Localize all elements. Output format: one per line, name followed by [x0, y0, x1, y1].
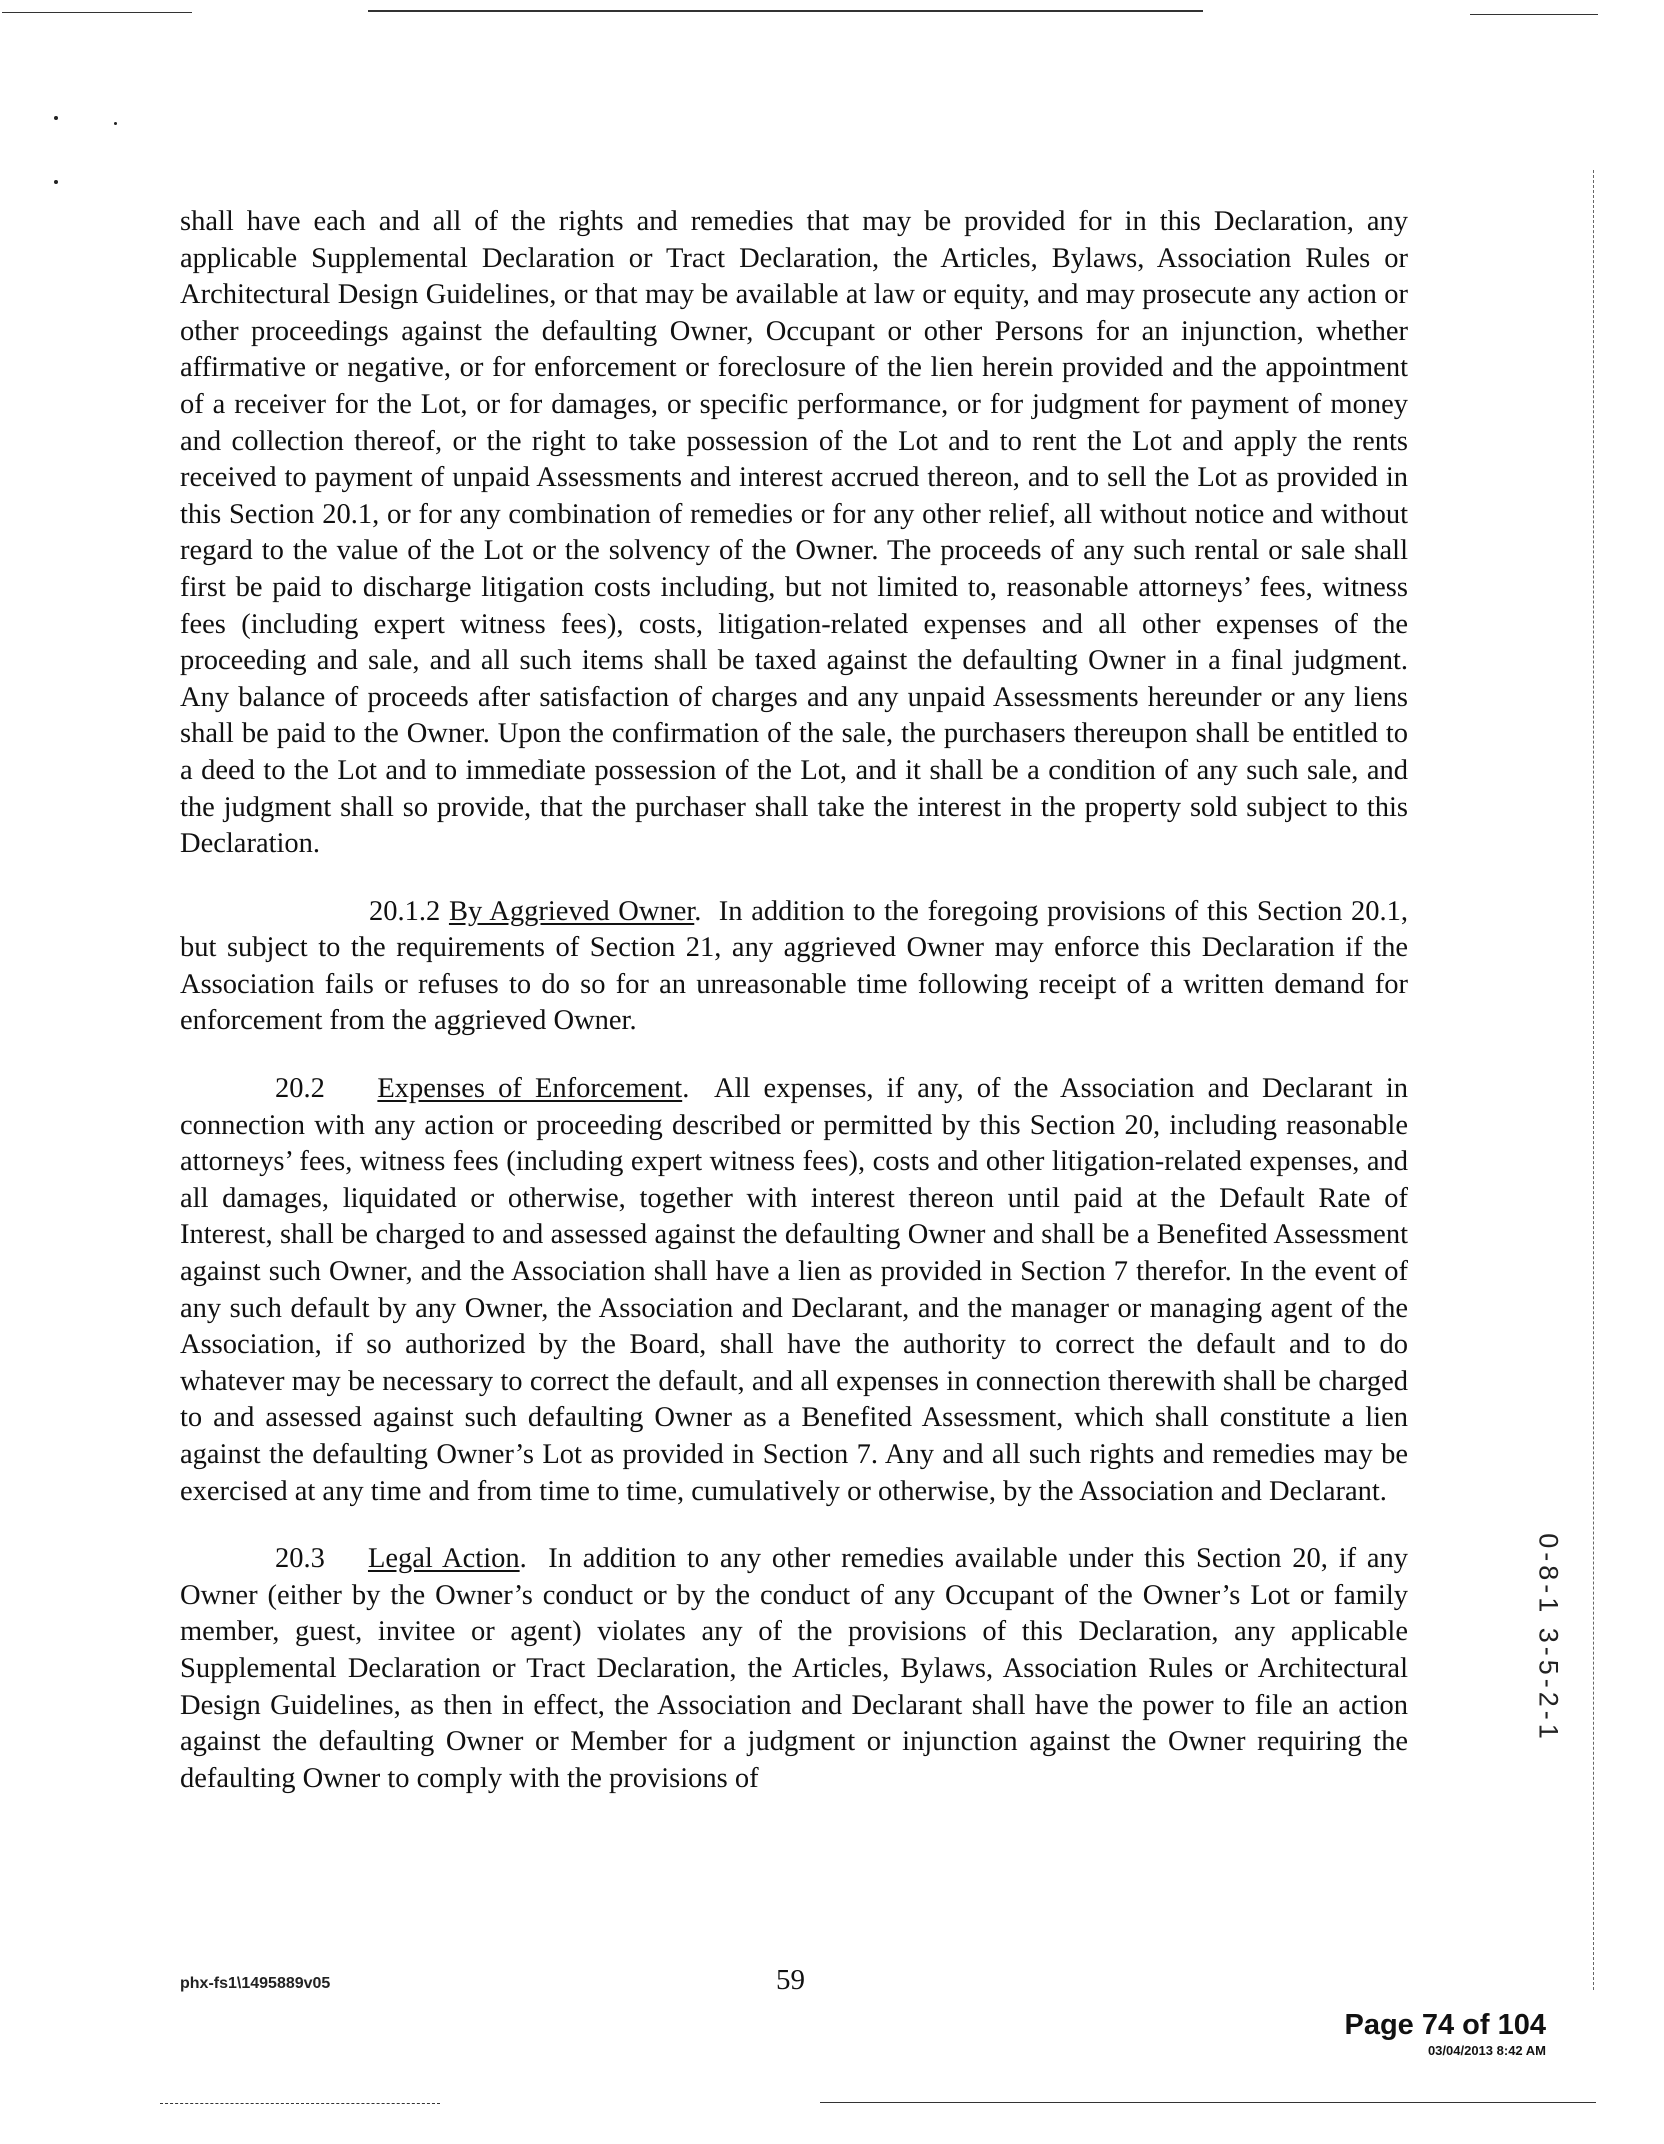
paragraph-text: All expenses, if any, of the Association and Declarant in connection with any action or proceeding described or permitted by this Section 20, including reasonable attorneys’ fees, witness fees (including expert witness fees), costs and other litigation-related expenses, and all damages, liquidated or otherwise, together with interest thereon until paid at the Default Rate of Interest, shall be charged to and assessed against the defaulting Owner and shall be a Benefited Assessment against such Owner, and the Association shall have a lien as provided in Section 7 therefor. In the event of any such default by any Owner, the Association and Declarant, and the manager or managing agent of the Association, if so authorized by the Board, shall have the authority to correct the default and to do whatever may be necessary to correct the default, and all expenses in connection therewith shall be charged to and assessed against such defaulting Owner as a Benefited Assessment, which shall constitute a lien against the defaulting Owner’s Lot as provided in Section 7. Any and all such rights and remedies may be exercised at any time and from time to time, cumulatively or otherwise, by the Association and Declarant. — [180, 1073, 1409, 1507]
margin-stamp-text: 0-8-1 3-5-2-1 — [1533, 1533, 1564, 1743]
footer-document-id: phx-fs1\1495889v05 — [180, 1975, 331, 1992]
scan-speck — [54, 116, 58, 120]
paragraph-20-3: 20.3 Legal Action. In addition to any other remedies available under this Section 20, if any Owner (either by the Owner’s conduct or by the conduct of any Occupant of the Owner’s Lot or family member, guest, invitee or agent) violates any of the provisions of this Declaration, any applicable Supplemental Declaration or Tract Declaration, the Articles, Bylaws, Association Rules or Architectural Design Guidelines, as then in effect, the Association and Declarant shall have the power to file an action against the defaulting Owner or Member for a judgment or injunction against the Owner requiring the defaulting Owner to comply with the provisions of — [180, 1543, 1409, 1794]
recording-timestamp: 03/04/2013 8:42 AM — [1427, 2043, 1546, 2058]
section-heading: Expenses of Enforcement — [377, 1073, 683, 1105]
document-body — [180, 204, 1408, 1828]
paragraph-text: shall have each and all of the rights and remedies that may be provided for in this Declaration, any applicable Supplemental Declaration or Tract Declaration, the Articles, Bylaws, Association Rules or Architectural Design Guidelines, or that may be available at law or equity, and may prosecute any action or other proceedings against the defaulting Owner, Occupant or other Persons for an injunction, whether affirmative or negative, or for enforcement or foreclosure of the lien herein provided and the appointment of a receiver for the Lot, or for damages, or specific performance, or for judgment for payment of money and collection thereof, or the right to take possession of the Lot and to rent the Lot and apply the rents received to payment of unpaid Assessments and interest accrued thereon, and to sell the Lot as provided in this Section 20.1, or for any combination of remedies or for any other relief, all without notice and without regard to the value of the Lot or the solvency of the Owner. The proceeds of any such rental or sale shall first be paid to discharge litigation costs including, but not limited to, reasonable attorneys’ fees, witness fees (including expert witness fees), costs, litigation-related expenses and all other expenses of the proceeding and sale, and all such items shall be taxed against the defaulting Owner in a final judgment. Any balance of proceeds after satisfaction of charges and any unpaid Assessments hereunder or any liens shall be paid to the Owner. Upon the confirmation of the sale, the purchasers thereupon shall be entitled to a deed to the Lot and to immediate possession of the Lot, and it shall be a condition of any such sale, and the judgment shall so provide, that the purchaser shall take the interest in the property sold subject to this Declaration. — [180, 206, 1408, 860]
scan-speck — [54, 180, 58, 184]
top-scan-rule-left — [2, 12, 192, 13]
section-heading: By Aggrieved Owner — [448, 895, 695, 927]
top-scan-rule-center — [368, 10, 1203, 12]
paragraph-20-1-2: 20.1.2 By Aggrieved Owner. In addition to the foregoing provisions of this Section 20.1, but subject to the requirements of Section 21, any aggrieved Owner may enforce this Declaration if the Association fails or refuses to do so for an unreasonable time following receipt of a written demand for enforcement from the aggrieved Owner. — [180, 895, 1408, 1037]
section-number: 20.2 — [275, 1073, 325, 1105]
top-scan-rule-right — [1470, 14, 1598, 15]
paragraph-text: In addition to any other remedies available under this Section 20, if any Owner (either by the Owner’s conduct or by the conduct of any Occupant of the Owner’s Lot or family member, guest, invitee or agent) violates any of the provisions of this Declaration, any applicable Supplemental Declaration or Tract Declaration, the Articles, Bylaws, Association Rules or Architectural Design Guidelines, as then in effect, the Association and Declarant shall have the power to file an action against the defaulting Owner or Member for a judgment or injunction against the Owner requiring the defaulting Owner to comply with the provisions of — [180, 1543, 1409, 1794]
section-number: 20.1.2 — [369, 895, 441, 927]
scan-speck — [114, 122, 117, 125]
paragraph-continuation — [180, 204, 1408, 863]
section-heading: Legal Action — [367, 1543, 520, 1575]
paragraph-text: In addition to the foregoing provisions of this Section 20.1, but subject to the requirements of Section 21, any aggrieved Owner may enforce this Declaration if the Association fails or refuses to do so for an unreasonable time following receipt of a written demand for enforcement from the aggrieved Owner. — [180, 895, 1408, 1037]
bottom-scan-rule-left — [160, 2103, 440, 2104]
bottom-scan-rule-right — [820, 2102, 1596, 2103]
paragraph-20-2: 20.2 Expenses of Enforcement. All expenses, if any, of the Association and Declarant in connection with any action or proceeding described or permitted by this Section 20, including reasonable attorneys’ fees, witness fees (including expert witness fees), costs and other litigation-related expenses, and all damages, liquidated or otherwise, together with interest thereon until paid at the Default Rate of Interest, shall be charged to and assessed against the defaulting Owner and shall be a Benefited Assessment against such Owner, and the Association shall have a lien as provided in Section 7 therefor. In the event of any such default by any Owner, the Association and Declarant, and the manager or managing agent of the Association, if so authorized by the Board, shall have the authority to correct the default and to do whatever may be necessary to correct the default, and all expenses in connection therewith shall be charged to and assessed against such defaulting Owner as a Benefited Assessment, which shall constitute a lien against the defaulting Owner’s Lot as provided in Section 7. Any and all such rights and remedies may be exercised at any time and from time to time, cumulatively or otherwise, by the Association and Declarant. — [180, 1073, 1409, 1507]
section-number: 20.3 — [275, 1543, 325, 1575]
right-scan-edge — [1593, 170, 1594, 1990]
margin-recording-stamp — [1528, 1518, 1568, 1758]
footer-page-number: 59 — [776, 1964, 805, 1996]
page-of-total: Page 74 of 104 — [1344, 2009, 1546, 2041]
